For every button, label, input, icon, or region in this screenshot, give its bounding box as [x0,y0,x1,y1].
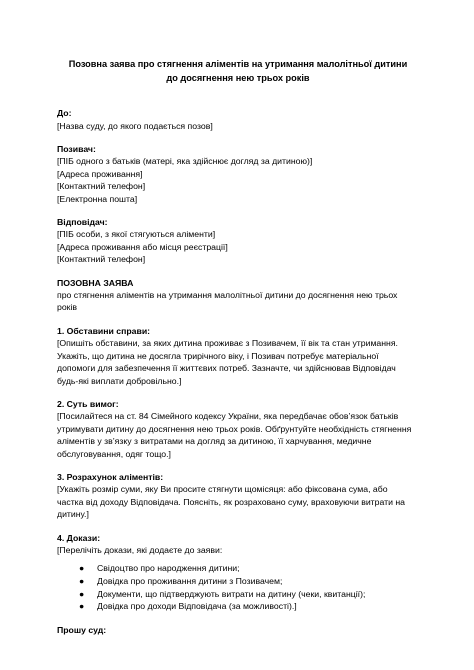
list-item [79,600,419,613]
list-item [79,562,419,575]
to-label: До: [57,108,72,119]
evidence-list [57,562,419,612]
request-heading: Прошу суд: [57,624,107,635]
defendant-label: Відповідач: [57,217,108,228]
plaintiff-section [57,143,419,205]
plaintiff-phone-placeholder: [Контактний телефон] [57,181,146,192]
claim-subtitle-line-2: років [57,302,78,313]
bullet-icon: ● [79,563,85,574]
claims-section [57,398,419,460]
claims-heading: 2. Суть вимог: [57,398,119,409]
defendant-section [57,216,419,266]
document-title [57,58,419,85]
circumstances-section [57,325,419,387]
evidence-item-text: Довідка про проживання дитини з Позивачем; [97,575,283,586]
evidence-intro: [Перелічіть докази, які додаєте до заяви: [57,544,223,555]
claim-heading: ПОЗОВНА ЗАЯВА [57,277,134,288]
calculation-text-line: дитину.] [57,509,89,520]
list-item [79,575,419,588]
calculation-heading: 3. Розрахунок аліментів: [57,471,164,482]
court-placeholder: [Назва суду, до якого подається позов] [57,120,213,131]
defendant-name-placeholder: [ПІБ особи, з якої стягуються аліменти] [57,229,216,240]
bullet-icon: ● [79,601,85,612]
circumstances-text-line: допомоги для забезпечення її життєвих потреб. Зазначте, чи здійснював Відповідач [57,363,396,374]
bullet-icon: ● [79,588,85,599]
bullet-icon: ● [79,575,85,586]
circumstances-text-line: будь-які виплати добровільно.] [57,375,182,386]
calculation-section [57,471,419,521]
defendant-address-placeholder: [Адреса проживання або місця реєстрації] [57,241,228,252]
to-section [57,107,419,132]
calculation-text-line: [Укажіть розмір суми, яку Ви просите стягнути щомісяця: або фіксована сума, або [57,484,388,495]
circumstances-heading: 1. Обставини справи: [57,325,151,336]
calculation-text-line: частка від доходу Відповідача. Поясніть, як розраховано суму, враховуючи витрати на [57,496,406,507]
request-section [57,624,419,636]
evidence-heading: 4. Докази: [57,532,101,543]
evidence-item-text: Довідка про доходи Відповідача (за можливості).] [97,601,297,612]
claims-text-line: аліментів у зв’язку з витратами на догляд за дитиною, її харчування, медичне [57,436,372,447]
plaintiff-email-placeholder: [Електронна пошта] [57,193,138,204]
circumstances-text-line: [Опишіть обставини, за яких дитина проживає з Позивачем, її вік та стан утримання. [57,338,398,349]
circumstances-text-line: Укажіть, що дитина не досягла трирічного віку, і Позивач потребує матеріальної [57,350,379,361]
list-item [79,588,419,601]
evidence-section [57,532,419,613]
document-content [57,58,419,636]
document-title-line-1: Позовна заява про стягнення аліментів на утримання малолітньої дитини [68,59,408,69]
evidence-item-text: Документи, що підтверджують витрати на дитину (чеки, квитанції); [97,588,366,599]
plaintiff-address-placeholder: [Адреса проживання] [57,168,143,179]
claims-text-line: утримувати дитину до досягнення нею трьох років. Обґрунтуйте необхідність стягнення [57,423,412,434]
claim-header-section [57,277,419,314]
evidence-item-text: Свідоцтво про народження дитини; [97,563,240,574]
plaintiff-name-placeholder: [ПІБ одного з батьків (матері, яка здійснює догляд за дитиною)] [57,156,313,167]
claims-text-line: [Посилайтеся на ст. 84 Сімейного кодексу України, яка передбачає обов’язок батьків [57,411,399,422]
defendant-phone-placeholder: [Контактний телефон] [57,254,146,265]
claims-text-line: обслуговування, одяг тощо.] [57,448,171,459]
claim-subtitle-line-1: про стягнення аліментів на утримання малолітньої дитини до досягнення нею трьох [57,290,398,301]
document-title-line-2: до досягнення нею трьох років [166,72,310,83]
plaintiff-label: Позивач: [57,144,96,154]
